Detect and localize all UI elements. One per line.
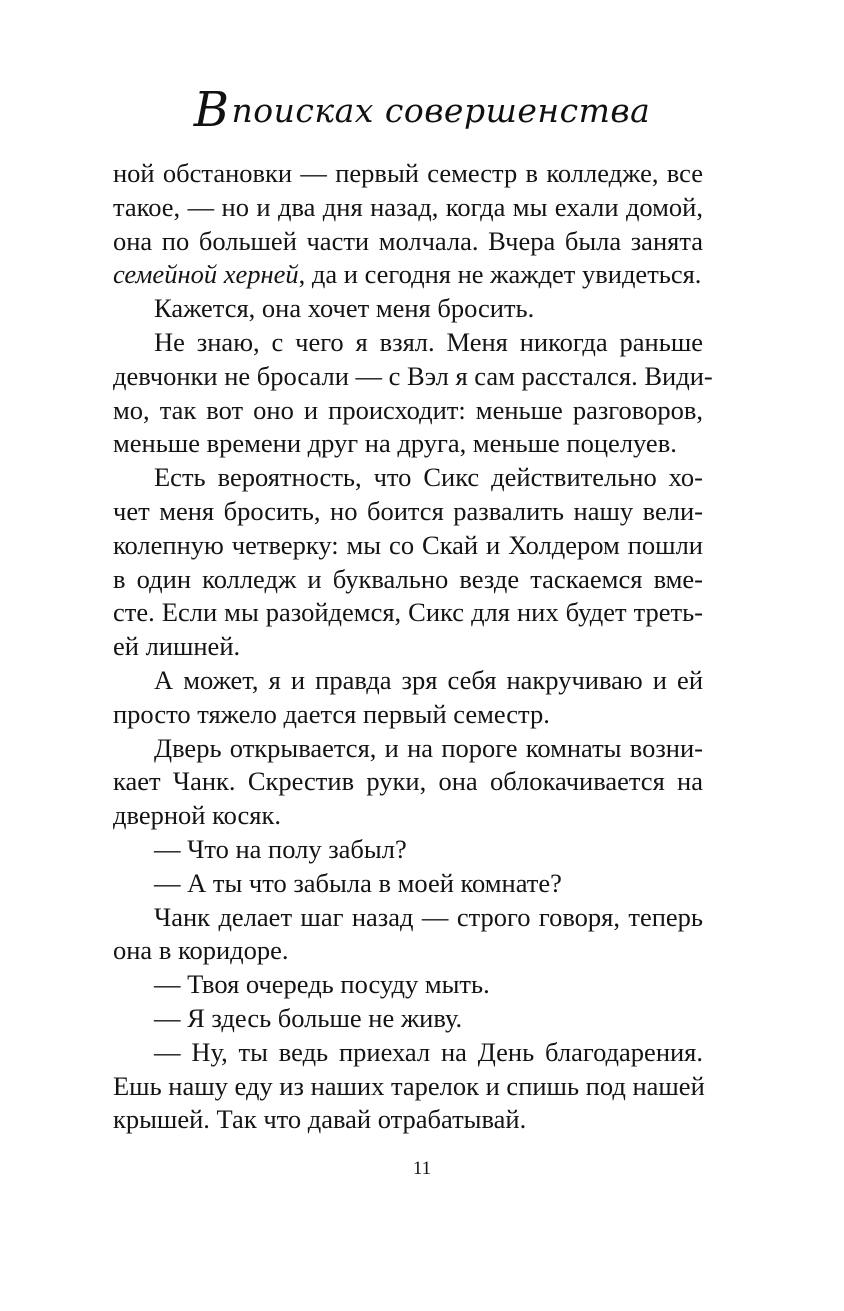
text-line [113,427,703,461]
line-text: колепную четверку: мы со Скай и Холдером пошли [113,529,703,560]
body-text [113,157,713,1137]
paragraph [113,1036,703,1137]
text-line [113,326,703,360]
line-text: ной обстановки — первый семестр в колледже, все [113,158,703,188]
paragraph [113,1002,703,1036]
paragraph [113,157,703,292]
line-text: — Что на полу забыл? [154,833,407,864]
text-line [113,529,703,563]
running-header-initial: В [193,82,230,138]
line-text: ей лишней. [113,631,241,662]
text-line [113,258,703,292]
text-line [113,732,703,766]
running-header-title: поисках совершенства [231,91,651,130]
line-text: — Твоя очередь посуду мыть. [154,969,490,1000]
line-text: в один колледж и буквально везде таскаемся вме- [113,563,703,594]
line-text: кает Чанк. Скрестив руки, она облокачивается на [113,766,703,797]
line-text: дверной косяк. [113,800,281,831]
line-text: — Ну, ты ведь приехал на День благодарения. [154,1036,703,1067]
line-text: такое, — но и два дня назад, когда мы ехали домой, [113,191,703,222]
text-line [113,1036,703,1070]
paragraph [113,461,703,664]
line-text: чет меня бросить, но боится развалить нашу вели- [113,495,703,526]
line-text: Дверь открывается, и на пороге комнаты возни- [154,732,703,763]
text-line [113,1002,703,1036]
text-line [113,799,703,833]
text-line [113,765,703,799]
line-text: — Я здесь больше не живу. [154,1002,463,1033]
text-line [113,968,703,1002]
text-line [113,461,703,495]
line-text: Кажется, она хочет меня бросить. [154,293,535,324]
line-text: сте. Если мы разойдемся, Сикс для них будет треть- [113,597,703,628]
paragraph [113,292,703,326]
text-line [113,630,703,664]
text-line [113,360,713,394]
line-text: девчонки не бросали — с Вэл я сам расстался. Види- [113,360,713,391]
line-text: Есть вероятность, что Сикс действительно хо- [154,462,703,493]
line-text: Чанк делает шаг назад — строго говоря, теперь [154,901,703,932]
text-line [113,1070,703,1104]
line-text: она по большей части молчала. Вчера была занята [113,225,703,256]
paragraph [113,968,703,1002]
line-text: — А ты что забыла в моей комнате? [154,867,562,898]
text-line [113,934,703,968]
line-text: мо, так вот оно и происходит: меньше разговоров, [113,394,703,425]
text-line [113,698,703,732]
running-header [0,78,844,138]
line-text: она в коридоре. [113,935,289,966]
paragraph [113,326,713,461]
paragraph [113,901,703,969]
text-line [113,495,703,529]
text-line [113,867,703,901]
text-line [113,833,703,867]
line-text: А может, я и правда зря себя накручиваю и ей [154,664,703,695]
text-line [113,292,703,326]
text-line [113,1103,703,1137]
paragraph [113,664,703,732]
text-line [113,596,703,630]
line-text: меньше времени друг на друга, меньше поцелуев. [113,428,677,459]
line-text: просто тяжело дается первый семестр. [113,698,550,729]
text-line [113,191,703,225]
paragraph [113,867,703,901]
line-text: крышей. Так что давай отрабатывай. [113,1104,527,1135]
text-line [113,394,703,428]
text-line [113,225,703,259]
text-line [113,157,703,191]
text-line [113,664,703,698]
paragraph [113,833,703,867]
line-text: Ешь нашу еду из наших тарелок и спишь под нашей [113,1070,705,1101]
emphasis: семейной херней [113,259,299,290]
paragraph [113,732,703,833]
page-number: 11 [412,1158,432,1179]
line-text: , да и сегодня не жаждет увидеться. [298,259,702,290]
text-line [113,901,703,935]
text-line [113,563,703,597]
line-text: Не знаю, с чего я взял. Меня никогда раньше [154,326,703,357]
